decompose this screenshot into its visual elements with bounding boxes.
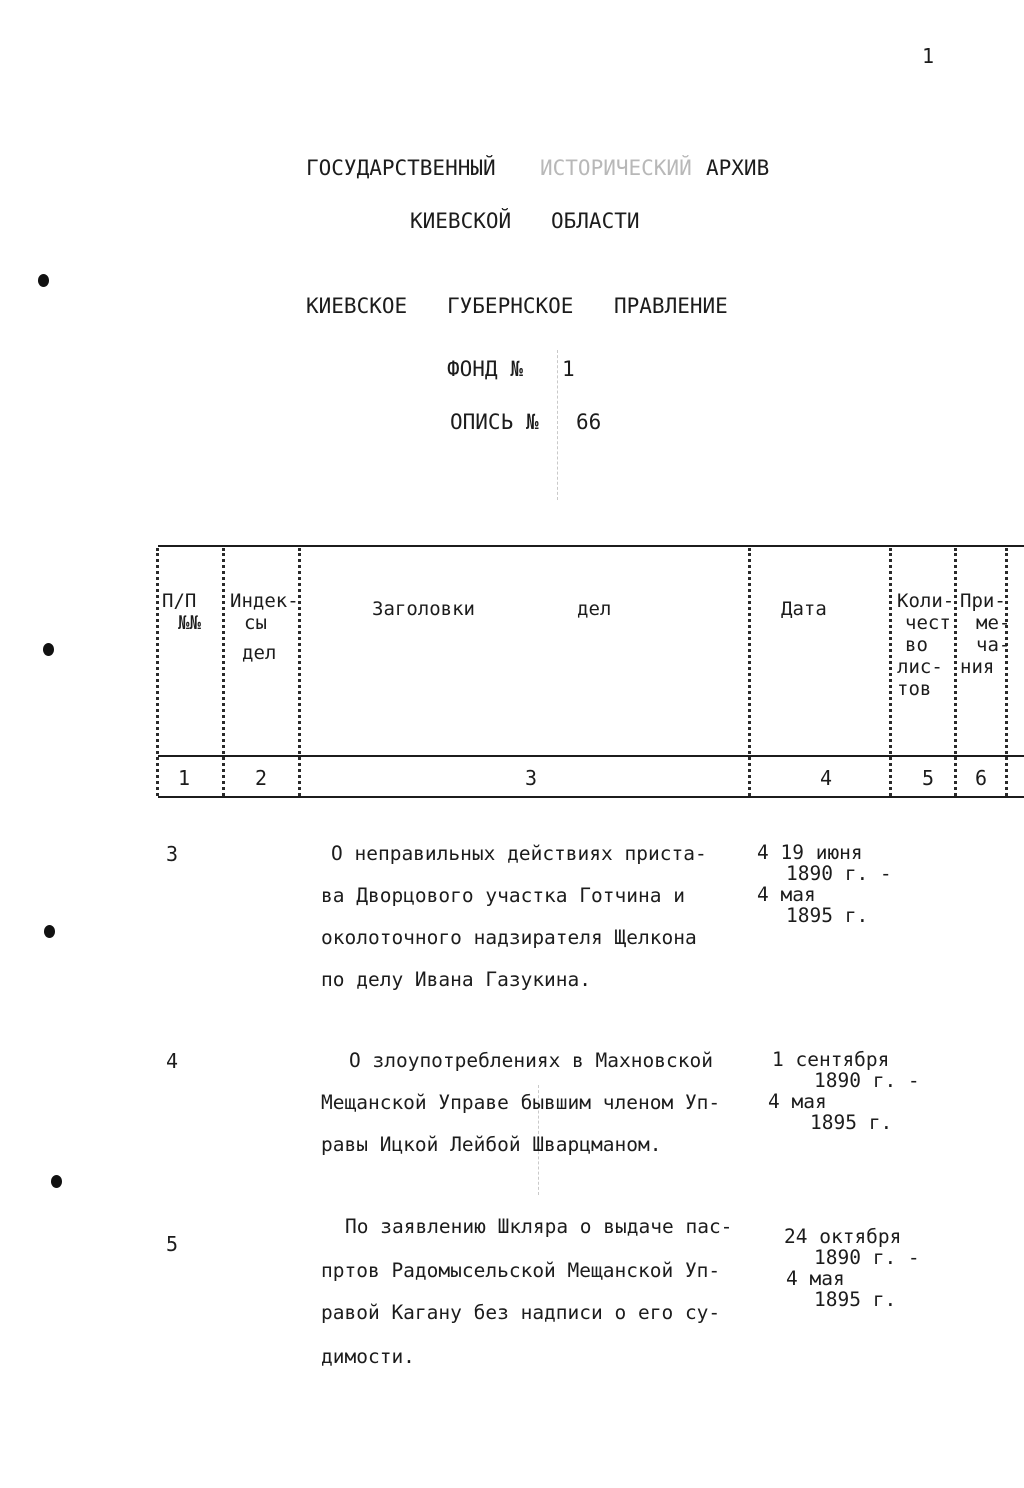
opis-value: 66	[576, 410, 602, 434]
archive-name-right: АРХИВ	[706, 156, 770, 180]
column-number: 1	[178, 766, 191, 790]
column-divider	[156, 548, 159, 796]
record-title-line: пртов Радомысельской Мещанской Уп-	[321, 1259, 721, 1282]
table-top-rule	[158, 545, 1024, 547]
header-text: тов	[897, 678, 932, 700]
record-title-line: ва Дворцового участка Готчина и	[321, 884, 685, 907]
column-divider	[748, 548, 751, 796]
header-col-date: Дата	[781, 598, 827, 620]
header-text: №№	[178, 612, 201, 634]
date-line: 1890 г. -	[814, 1246, 920, 1269]
date-line: 24 октября	[784, 1225, 902, 1248]
date-line: 1 сентября	[772, 1048, 890, 1071]
header-text: При-	[960, 590, 1006, 612]
region-word-1: КИЕВСКОЙ	[410, 209, 512, 233]
record-title-line: по делу Ивана Газукина.	[321, 968, 592, 991]
date-line: 1895 г.	[814, 1288, 897, 1311]
header-text: ча-	[976, 634, 1011, 656]
punch-hole-mark	[44, 925, 55, 938]
column-number: 5	[922, 766, 935, 790]
record-number: 5	[166, 1232, 179, 1256]
date-line: 1895 г.	[810, 1111, 893, 1134]
record-number: 3	[166, 842, 179, 866]
column-divider	[889, 548, 892, 796]
record-title-line: По заявлению Шкляра о выдаче пас-	[345, 1215, 733, 1238]
date-line: 4 19 июня	[757, 841, 863, 864]
institution-word-1: КИЕВСКОЕ	[306, 294, 408, 318]
column-divider	[298, 548, 301, 796]
column-divider	[954, 548, 957, 796]
header-text: П/П	[162, 590, 197, 612]
punch-hole-mark	[38, 274, 49, 287]
record-date	[757, 842, 892, 926]
header-text: чест	[905, 612, 951, 634]
punch-hole-mark	[51, 1175, 62, 1188]
date-line: 4 мая	[757, 883, 816, 906]
opis-label: ОПИСЬ №	[450, 410, 539, 434]
record-title-line: О злоупотреблениях в Махновской	[349, 1049, 713, 1072]
punch-hole-mark	[43, 643, 54, 656]
record-title-line: околоточного надзирателя Щелкона	[321, 926, 697, 949]
table-bottom-rule	[158, 796, 1024, 798]
fold-line	[557, 350, 558, 500]
header-col-title-word-1: Заголовки	[372, 598, 475, 620]
record-date	[768, 1048, 920, 1134]
record-title-line: Мещанской Управе бывшим членом Уп-	[321, 1091, 721, 1114]
header-col-notes	[960, 590, 1010, 678]
header-text: лис-	[897, 656, 943, 678]
column-number: 2	[255, 766, 268, 790]
record-title-line: равой Кагану без надписи о его су-	[321, 1301, 721, 1324]
date-line: 1890 г. -	[814, 1069, 920, 1092]
header-col-index	[230, 590, 299, 664]
column-divider	[222, 548, 225, 796]
date-line: 1890 г. -	[786, 862, 892, 885]
header-text: ме-	[976, 612, 1011, 634]
column-number: 6	[975, 766, 988, 790]
record-title-line: О неправильных действиях приста-	[331, 842, 707, 865]
header-text: ния	[960, 656, 995, 678]
header-text: сы	[244, 612, 267, 634]
header-text: Индек-	[230, 590, 299, 612]
date-line: 4 мая	[768, 1090, 827, 1113]
date-line: 4 мая	[786, 1267, 845, 1290]
header-col-sheets	[897, 590, 954, 700]
header-text: Коли-	[897, 590, 955, 612]
column-number: 3	[525, 766, 538, 790]
record-title-line: димости.	[321, 1345, 415, 1368]
region-word-2: ОБЛАСТИ	[551, 209, 640, 233]
record-title-line: равы Ицкой Лейбой Шварцманом.	[321, 1133, 662, 1156]
fond-label: ФОНД №	[447, 357, 523, 381]
archive-name-left: ГОСУДАРСТВЕННЫЙ	[306, 156, 496, 180]
record-number: 4	[166, 1049, 179, 1073]
table-middle-rule	[158, 755, 1024, 757]
date-line: 1895 г.	[786, 904, 869, 927]
institution-word-3: ПРАВЛЕНИЕ	[614, 294, 728, 318]
header-col-number	[162, 590, 201, 634]
header-text: дел	[242, 642, 277, 664]
column-number: 4	[820, 766, 833, 790]
archive-name-faded: ИСТОРИЧЕСКИЙ	[540, 156, 692, 180]
record-date	[784, 1226, 920, 1310]
institution-word-2: ГУБЕРНСКОЕ	[447, 294, 574, 318]
header-text: во	[905, 634, 928, 656]
page-number: 1	[922, 44, 935, 68]
header-col-title-word-2: дел	[577, 598, 612, 620]
fond-value: 1	[562, 357, 575, 381]
